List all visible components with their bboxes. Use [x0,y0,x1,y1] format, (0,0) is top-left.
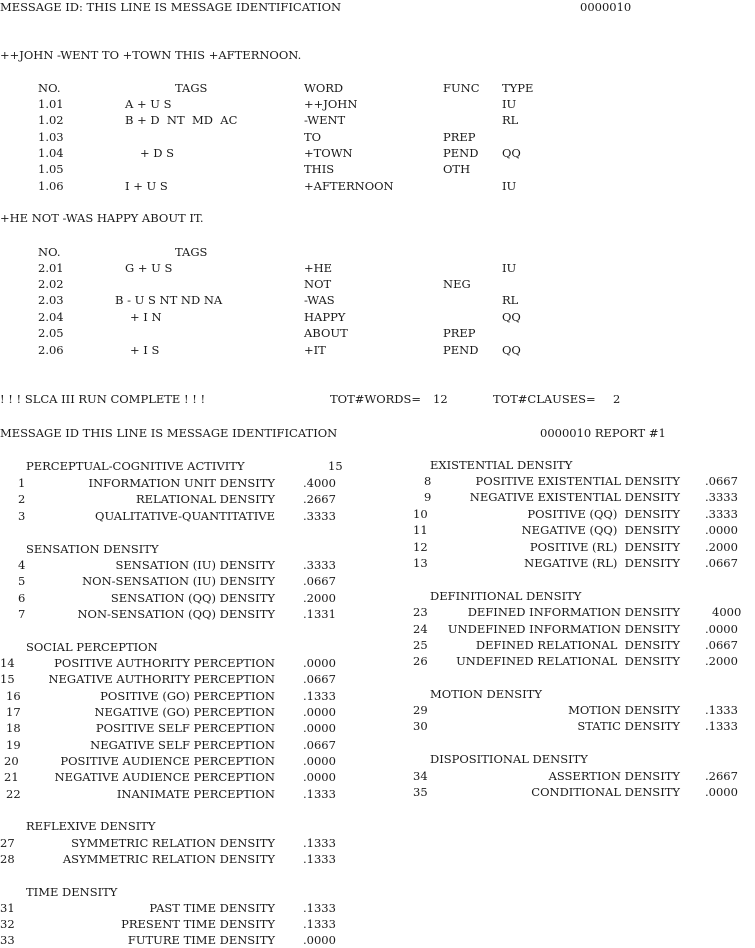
section-title: EXISTENTIAL DENSITY [430,458,573,472]
metric-number: 14 [0,656,15,670]
metric-number: 11 [413,523,428,537]
row-no: 1.04 [38,146,64,160]
metric-value: .2667 [705,769,738,783]
section-title: REFLEXIVE DENSITY [26,819,156,833]
metric-label: POSITIVE AUDIENCE PERCEPTION [60,754,275,768]
metric-label: FUTURE TIME DENSITY [127,933,275,947]
metric-number: 10 [413,507,428,521]
metric-value: .1333 [705,719,738,733]
row-no: 2.02 [38,277,64,291]
row-func: PEND [443,343,479,357]
metric-label: SENSATION (QQ) DENSITY [110,591,275,605]
row-func: OTH [443,162,471,176]
metric-value: .3333 [303,509,336,523]
metric-label: UNDEFINED RELATIONAL DENSITY [456,654,680,668]
metric-value: .1333 [303,787,336,801]
col-header-tags: TAGS [175,245,208,259]
metric-number: 3 [18,509,26,523]
metric-number: 28 [0,852,15,866]
row-no: 1.05 [38,162,64,176]
col-header-no: NO. [38,245,61,259]
metric-value: .0667 [705,638,738,652]
row-no: 2.03 [38,293,64,307]
metric-label: POSITIVE AUTHORITY PERCEPTION [54,656,275,670]
section-title: SENSATION DENSITY [26,542,159,556]
metric-value: .0667 [705,556,738,570]
metric-number: 18 [6,721,21,735]
metric-number: 9 [424,490,432,504]
row-no: 1.03 [38,130,64,144]
row-tags: + I N [130,310,162,324]
row-word: THIS [304,162,335,176]
metric-number: 25 [413,638,428,652]
row-word: TO [304,130,322,144]
metric-label: NEGATIVE SELF PERCEPTION [90,738,275,752]
metric-number: 35 [413,785,428,799]
section-title: PERCEPTUAL-COGNITIVE ACTIVITY [26,459,245,473]
metric-number: 12 [413,540,428,554]
metric-label: NEGATIVE (QQ) DENSITY [521,523,680,537]
metric-label: UNDEFINED INFORMATION DENSITY [447,622,680,636]
row-no: 1.01 [38,97,64,111]
col-header-tags: TAGS [175,81,208,95]
metric-number: 19 [6,738,21,752]
row-tags: I + U S [125,179,168,193]
metric-label: DEFINED INFORMATION DENSITY [467,605,680,619]
metric-number: 4 [18,558,26,572]
sentence-2-text: +HE NOT -WAS HAPPY ABOUT IT. [0,211,204,225]
metric-label: DEFINED RELATIONAL DENSITY [475,638,680,652]
message-number: 0000010 [580,0,632,14]
row-tags: B + D NT MD AC [125,113,238,127]
col-header-word: WORD [304,81,344,95]
metric-label: CONDITIONAL DENSITY [531,785,680,799]
col-header-no: NO. [38,81,61,95]
metric-number: 15 [0,672,15,686]
section-title: DISPOSITIONAL DENSITY [430,752,588,766]
section-title: DEFINITIONAL DENSITY [430,589,582,603]
row-no: 2.06 [38,343,64,357]
metric-label: RELATIONAL DENSITY [135,492,275,506]
row-func: PREP [443,326,476,340]
metric-label: POSITIVE EXISTENTIAL DENSITY [475,474,680,488]
total-clauses-value: 2 [613,392,621,406]
metric-label: INANIMATE PERCEPTION [116,787,275,801]
run-complete-text: ! ! ! SLCA III RUN COMPLETE ! ! ! [0,392,206,406]
metric-label: ASSERTION DENSITY [548,769,680,783]
metric-label: MOTION DENSITY [568,703,680,717]
report-number: 0000010 REPORT #1 [540,426,666,440]
metric-number: 27 [0,836,15,850]
section-total: 15 [328,459,343,473]
row-tags: A + U S [125,97,172,111]
metric-value: .0667 [705,474,738,488]
metric-label: NON-SENSATION (IU) DENSITY [82,574,275,588]
row-type: IU [502,179,517,193]
row-tags: G + U S [125,261,173,275]
metric-label: STATIC DENSITY [577,719,680,733]
metric-label: NEGATIVE EXISTENTIAL DENSITY [469,490,680,504]
metric-value: .3333 [705,507,738,521]
section-title: SOCIAL PERCEPTION [26,640,158,654]
metric-number: 1 [18,476,26,490]
row-tags: B - U S NT ND NA [115,293,223,307]
row-word: ABOUT [304,326,348,340]
total-clauses-label: TOT#CLAUSES= [493,392,596,406]
metric-number: 24 [413,622,428,636]
metric-label: PRESENT TIME DENSITY [121,917,275,931]
metric-label: SYMMETRIC RELATION DENSITY [71,836,275,850]
row-func: PEND [443,146,479,160]
metric-value: .3333 [705,490,738,504]
metric-label: SENSATION (IU) DENSITY [115,558,275,572]
row-no: 2.01 [38,261,64,275]
metric-value: .1333 [705,703,738,717]
metric-number: 7 [18,607,26,621]
row-type: QQ [502,343,521,357]
metric-value: .1333 [303,901,336,915]
col-header-type: TYPE [502,81,534,95]
row-no: 1.06 [38,179,64,193]
metric-label: POSITIVE (GO) PERCEPTION [100,689,275,703]
metric-value: .4000 [303,476,336,490]
metric-value: .0000 [303,705,336,719]
row-no: 1.02 [38,113,64,127]
metric-number: 20 [4,754,19,768]
report-header: MESSAGE ID THIS LINE IS MESSAGE IDENTIFICATION [0,426,338,440]
row-type: QQ [502,310,521,324]
metric-value: .0000 [705,622,738,636]
metric-value: .0667 [303,672,336,686]
metric-value: .0667 [303,738,336,752]
row-func: NEG [443,277,471,291]
metric-value: .0000 [303,754,336,768]
row-word: +HE [304,261,333,275]
row-word: +TOWN [304,146,353,160]
metric-value: 4000 [712,605,742,619]
row-word: -WENT [304,113,346,127]
row-no: 2.04 [38,310,64,324]
metric-label: ASYMMETRIC RELATION DENSITY [62,852,275,866]
metric-label: NEGATIVE AUDIENCE PERCEPTION [54,770,275,784]
metric-value: .2667 [303,492,336,506]
metric-number: 32 [0,917,15,931]
metric-label: NEGATIVE (RL) DENSITY [524,556,680,570]
section-title: MOTION DENSITY [430,687,542,701]
metric-number: 8 [424,474,432,488]
metric-value: .2000 [303,591,336,605]
metric-number: 30 [413,719,428,733]
metric-value: .1333 [303,852,336,866]
metric-value: .1333 [303,917,336,931]
metric-number: 26 [413,654,428,668]
metric-number: 23 [413,605,428,619]
metric-value: .1333 [303,836,336,850]
metric-number: 17 [6,705,21,719]
sentence-1-text: ++JOHN -WENT TO +TOWN THIS +AFTERNOON. [0,48,302,62]
row-type: RL [502,113,519,127]
metric-label: QUALITATIVE-QUANTITATIVE [95,509,275,523]
metric-label: POSITIVE (QQ) DENSITY [527,507,680,521]
metric-number: 33 [0,933,15,947]
metric-number: 22 [6,787,21,801]
metric-value: .0000 [705,523,738,537]
row-no: 2.05 [38,326,64,340]
message-id-line: MESSAGE ID: THIS LINE IS MESSAGE IDENTIFICATION [0,0,342,14]
metric-value: .0000 [303,933,336,947]
metric-number: 5 [18,574,26,588]
metric-label: PAST TIME DENSITY [149,901,275,915]
metric-label: NON-SENSATION (QQ) DENSITY [77,607,275,621]
metric-label: POSITIVE (RL) DENSITY [529,540,680,554]
metric-number: 21 [4,770,19,784]
metric-label: NEGATIVE (GO) PERCEPTION [94,705,275,719]
total-words-label: TOT#WORDS= [330,392,422,406]
metric-value: .0667 [303,574,336,588]
col-header-func: FUNC [443,81,480,95]
row-word: NOT [304,277,332,291]
metric-number: 29 [413,703,428,717]
row-type: IU [502,97,517,111]
metric-value: .2000 [705,654,738,668]
metric-label: INFORMATION UNIT DENSITY [88,476,275,490]
metric-value: .3333 [303,558,336,572]
metric-number: 34 [413,769,428,783]
row-word: HAPPY [304,310,346,324]
metric-value: .0000 [303,770,336,784]
metric-label: POSITIVE SELF PERCEPTION [95,721,275,735]
metric-label: NEGATIVE AUTHORITY PERCEPTION [48,672,275,686]
metric-number: 16 [6,689,21,703]
metric-value: .1331 [303,607,336,621]
metric-number: 13 [413,556,428,570]
metric-value: .0000 [303,656,336,670]
metric-value: .0000 [303,721,336,735]
row-tags: + I S [130,343,160,357]
section-title: TIME DENSITY [26,885,118,899]
metric-value: .0000 [705,785,738,799]
row-word: +IT [304,343,326,357]
total-words-value: 12 [433,392,448,406]
metric-number: 6 [18,591,26,605]
row-word: ++JOHN [304,97,358,111]
row-type: RL [502,293,519,307]
metric-value: .1333 [303,689,336,703]
row-tags: + D S [140,146,175,160]
row-type: QQ [502,146,521,160]
metric-value: .2000 [705,540,738,554]
row-func: PREP [443,130,476,144]
row-word: +AFTERNOON [304,179,394,193]
row-word: -WAS [304,293,335,307]
metric-number: 31 [0,901,15,915]
row-type: IU [502,261,517,275]
metric-number: 2 [18,492,26,506]
